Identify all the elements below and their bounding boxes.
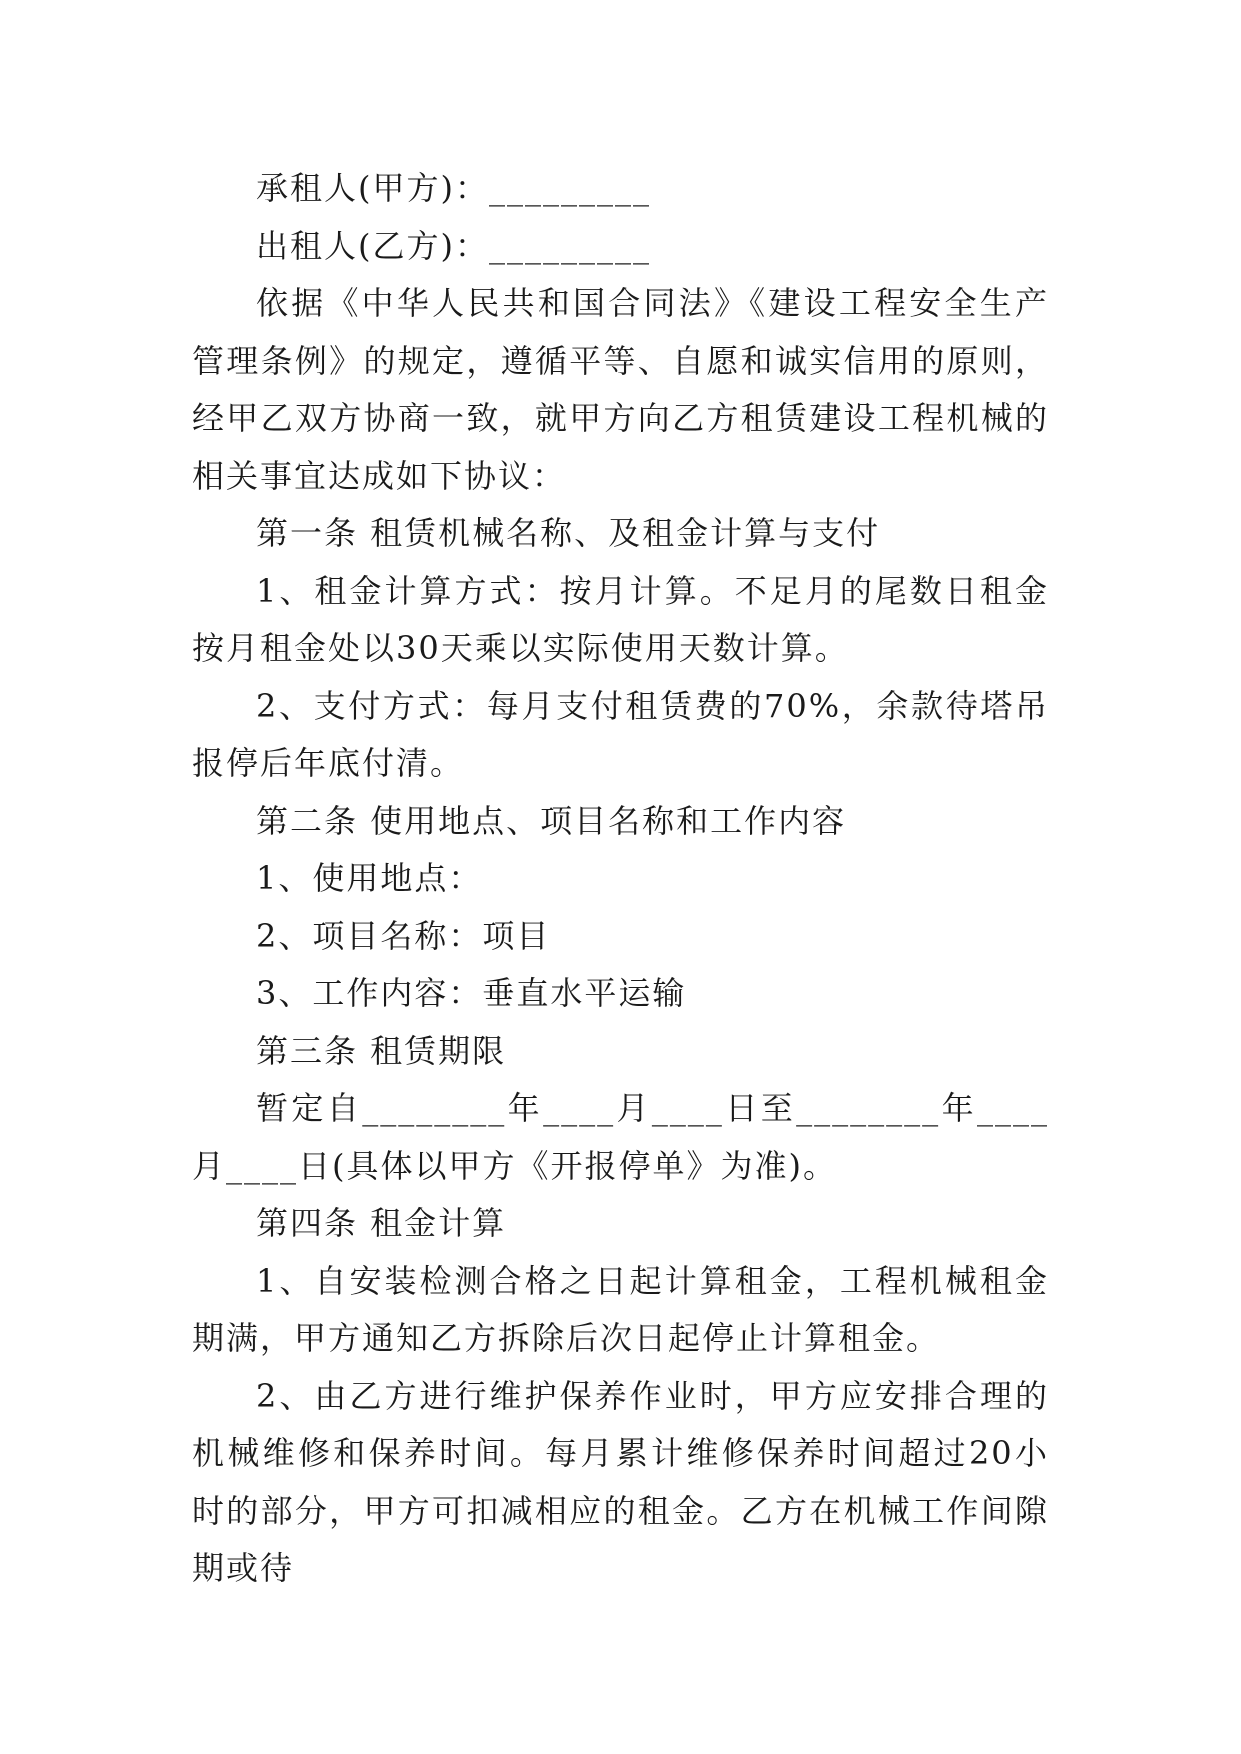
party-b-line: 出租人(乙方)：_________: [256, 226, 651, 265]
document-body: [192, 160, 1049, 1598]
article-1-item-2: 2、支付方式：每月支付租赁费的70%，余款待塔吊报停后年底付清。: [192, 686, 1049, 782]
article-4-item-2: 2、由乙方进行维护保养作业时，甲方应安排合理的机械维修和保养时间。每月累计维修保养时间超过20小时的部分，甲方可扣减相应的租金。乙方在机械工作间隙期或待: [192, 1376, 1049, 1587]
article-3-heading: 第三条 租赁期限: [256, 1031, 507, 1070]
article-3-term-paragraph: 暂定自________年____月____日至________年____月____日(具体以甲方《开报停单》为准)。: [192, 1089, 1049, 1185]
article-2-item-2: 2、项目名称：项目: [256, 916, 551, 955]
preamble-paragraph: 依据《中华人民共和国合同法》《建设工程安全生产管理条例》的规定，遵循平等、自愿和诚实信用的原则，经甲乙双方协商一致，就甲方向乙方租赁建设工程机械的相关事宜达成如下协议：: [192, 284, 1049, 495]
article-4-heading: 第四条 租金计算: [256, 1204, 507, 1242]
article-4-item-1: 1、自安装检测合格之日起计算租金，工程机械租金期满，甲方通知乙方拆除后次日起停止计算租金。: [192, 1261, 1049, 1357]
article-1-heading: 第一条 租赁机械名称、及租金计算与支付: [256, 514, 881, 552]
article-2-item-1: 1、使用地点：: [256, 859, 483, 897]
party-a-line: 承租人(甲方)：_________: [256, 169, 651, 207]
article-2-heading: 第二条 使用地点、项目名称和工作内容: [256, 801, 847, 840]
article-2-item-3: 3、工作内容：垂直水平运输: [256, 974, 687, 1012]
article-1-item-1: 1、租金计算方式：按月计算。不足月的尾数日租金按月租金处以30天乘以实际使用天数计算。: [192, 571, 1049, 667]
